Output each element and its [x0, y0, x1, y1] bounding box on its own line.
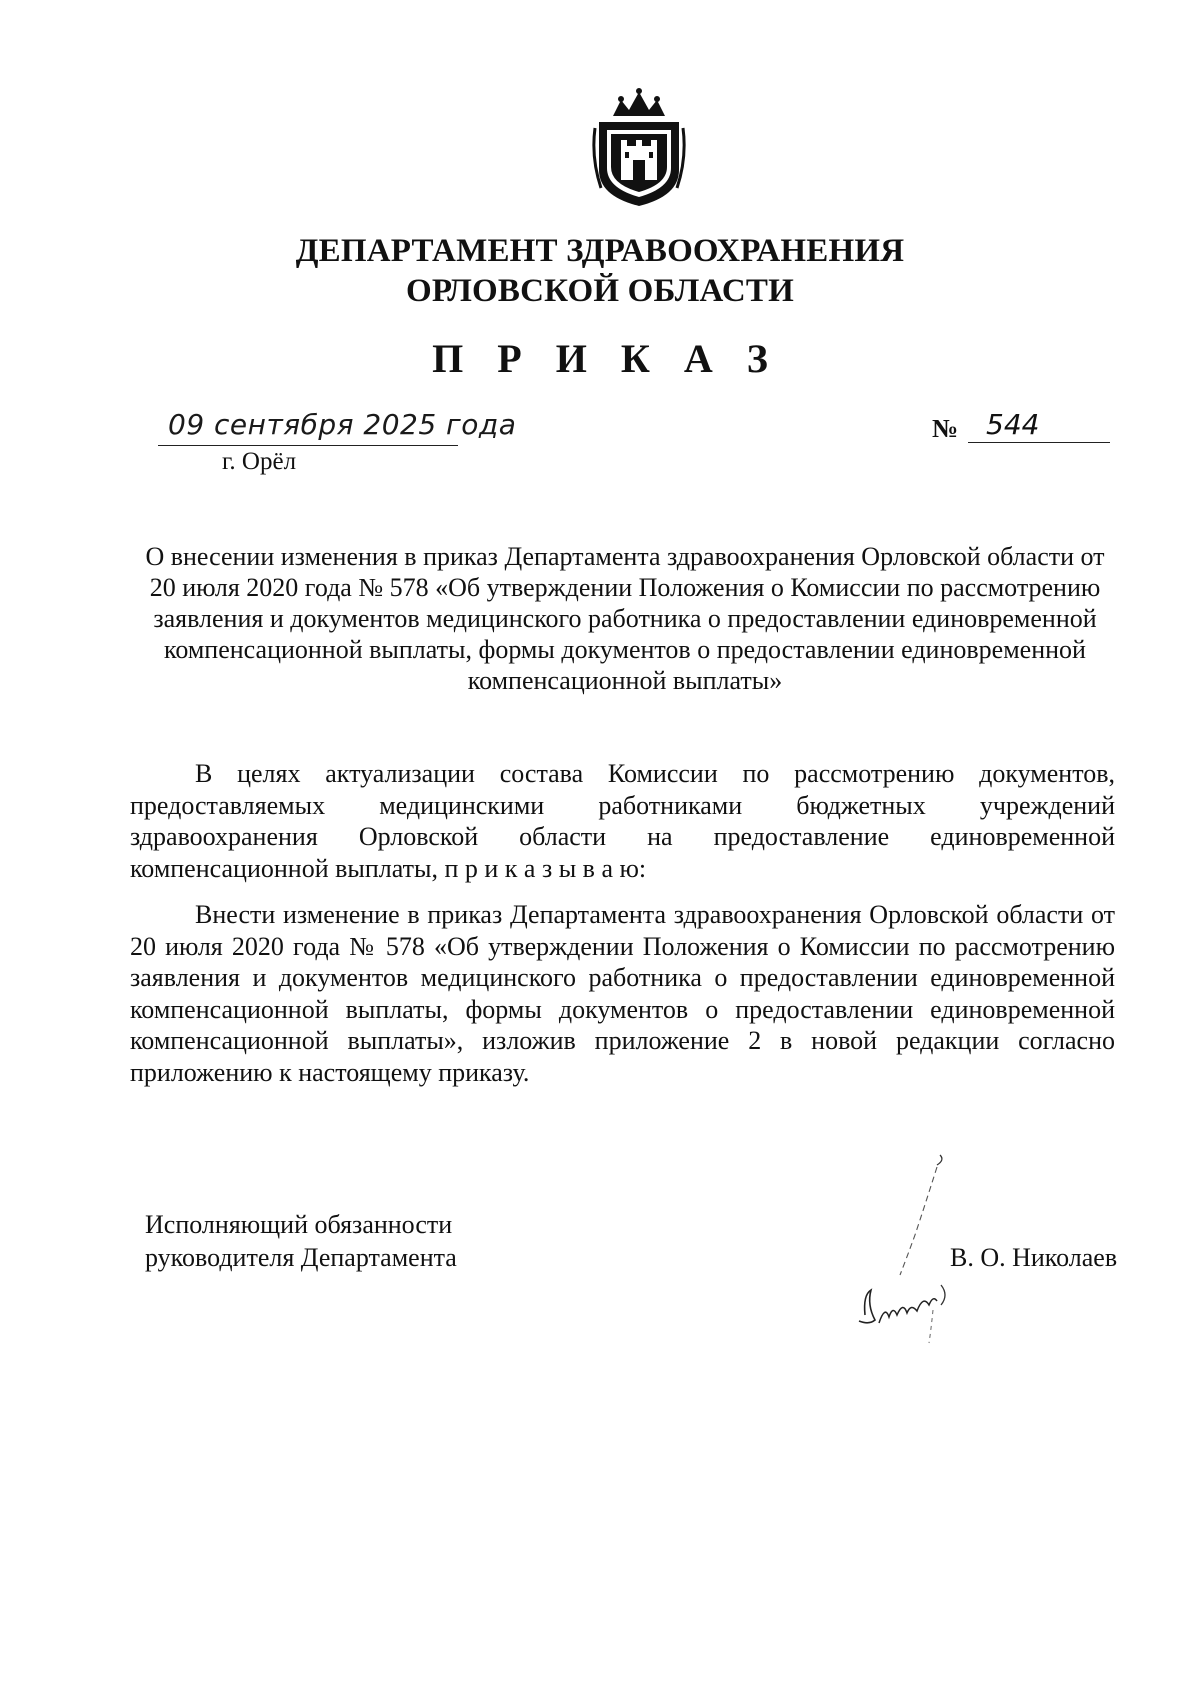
- order-subject: О внесении изменения в приказ Департамента здравоохранения Орловской области от 20 июля 2020 года № 578 «Об утверждении Положения о Комиссии по рассмотрению заявления и документов медицинского работника о предоставлении единовременной компенсационной выплаты, формы документов о предоставлении единовременной компенсационной выплаты»: [145, 542, 1105, 695]
- department-name-line1: ДЕПАРТАМЕНТ ЗДРАВООХРАНЕНИЯ: [295, 233, 905, 269]
- order-number: 544: [986, 408, 1040, 441]
- signatory-name: В. О. Николаев: [950, 1243, 1118, 1272]
- order-date: 09 сентября 2025 года: [168, 408, 517, 441]
- department-name-line2: ОРЛОВСКОЙ ОБЛАСТИ: [405, 273, 795, 309]
- handwritten-signature-icon: [845, 1145, 965, 1345]
- signatory-position-line2: руководителя Департамента: [145, 1243, 457, 1272]
- coat-of-arms-icon: [591, 88, 687, 208]
- body-paragraph-order: Внести изменение в приказ Департамента здравоохранения Орловской области от 20 июля 2020 года № 578 «Об утверждении Положения о Комиссии по рассмотрению заявления и документов медицинского работника о предоставлении единовременной компенсационной выплаты, формы документов о предоставлении единовременной компенсационной выплаты», изложив приложение 2 в новой редакции согласно приложению к настоящему приказу.: [130, 900, 1115, 1087]
- body-paragraph-purpose: В целях актуализации состава Комиссии по рассмотрению документов, предоставляемых медицинскими работниками бюджетных учреждений здравоохранения Орловской области на предоставление единовременной компенсационной выплаты, п р и к а з ы в а ю:: [130, 759, 1115, 883]
- document-type-title: П Р И К А З: [432, 336, 780, 381]
- date-underline: [158, 445, 458, 446]
- signatory-position: [145, 1208, 457, 1274]
- order-number-label: №: [932, 414, 959, 443]
- city: г. Орёл: [222, 448, 297, 475]
- signatory-position-line1: Исполняющий обязанности: [145, 1210, 453, 1239]
- number-underline: [968, 442, 1110, 443]
